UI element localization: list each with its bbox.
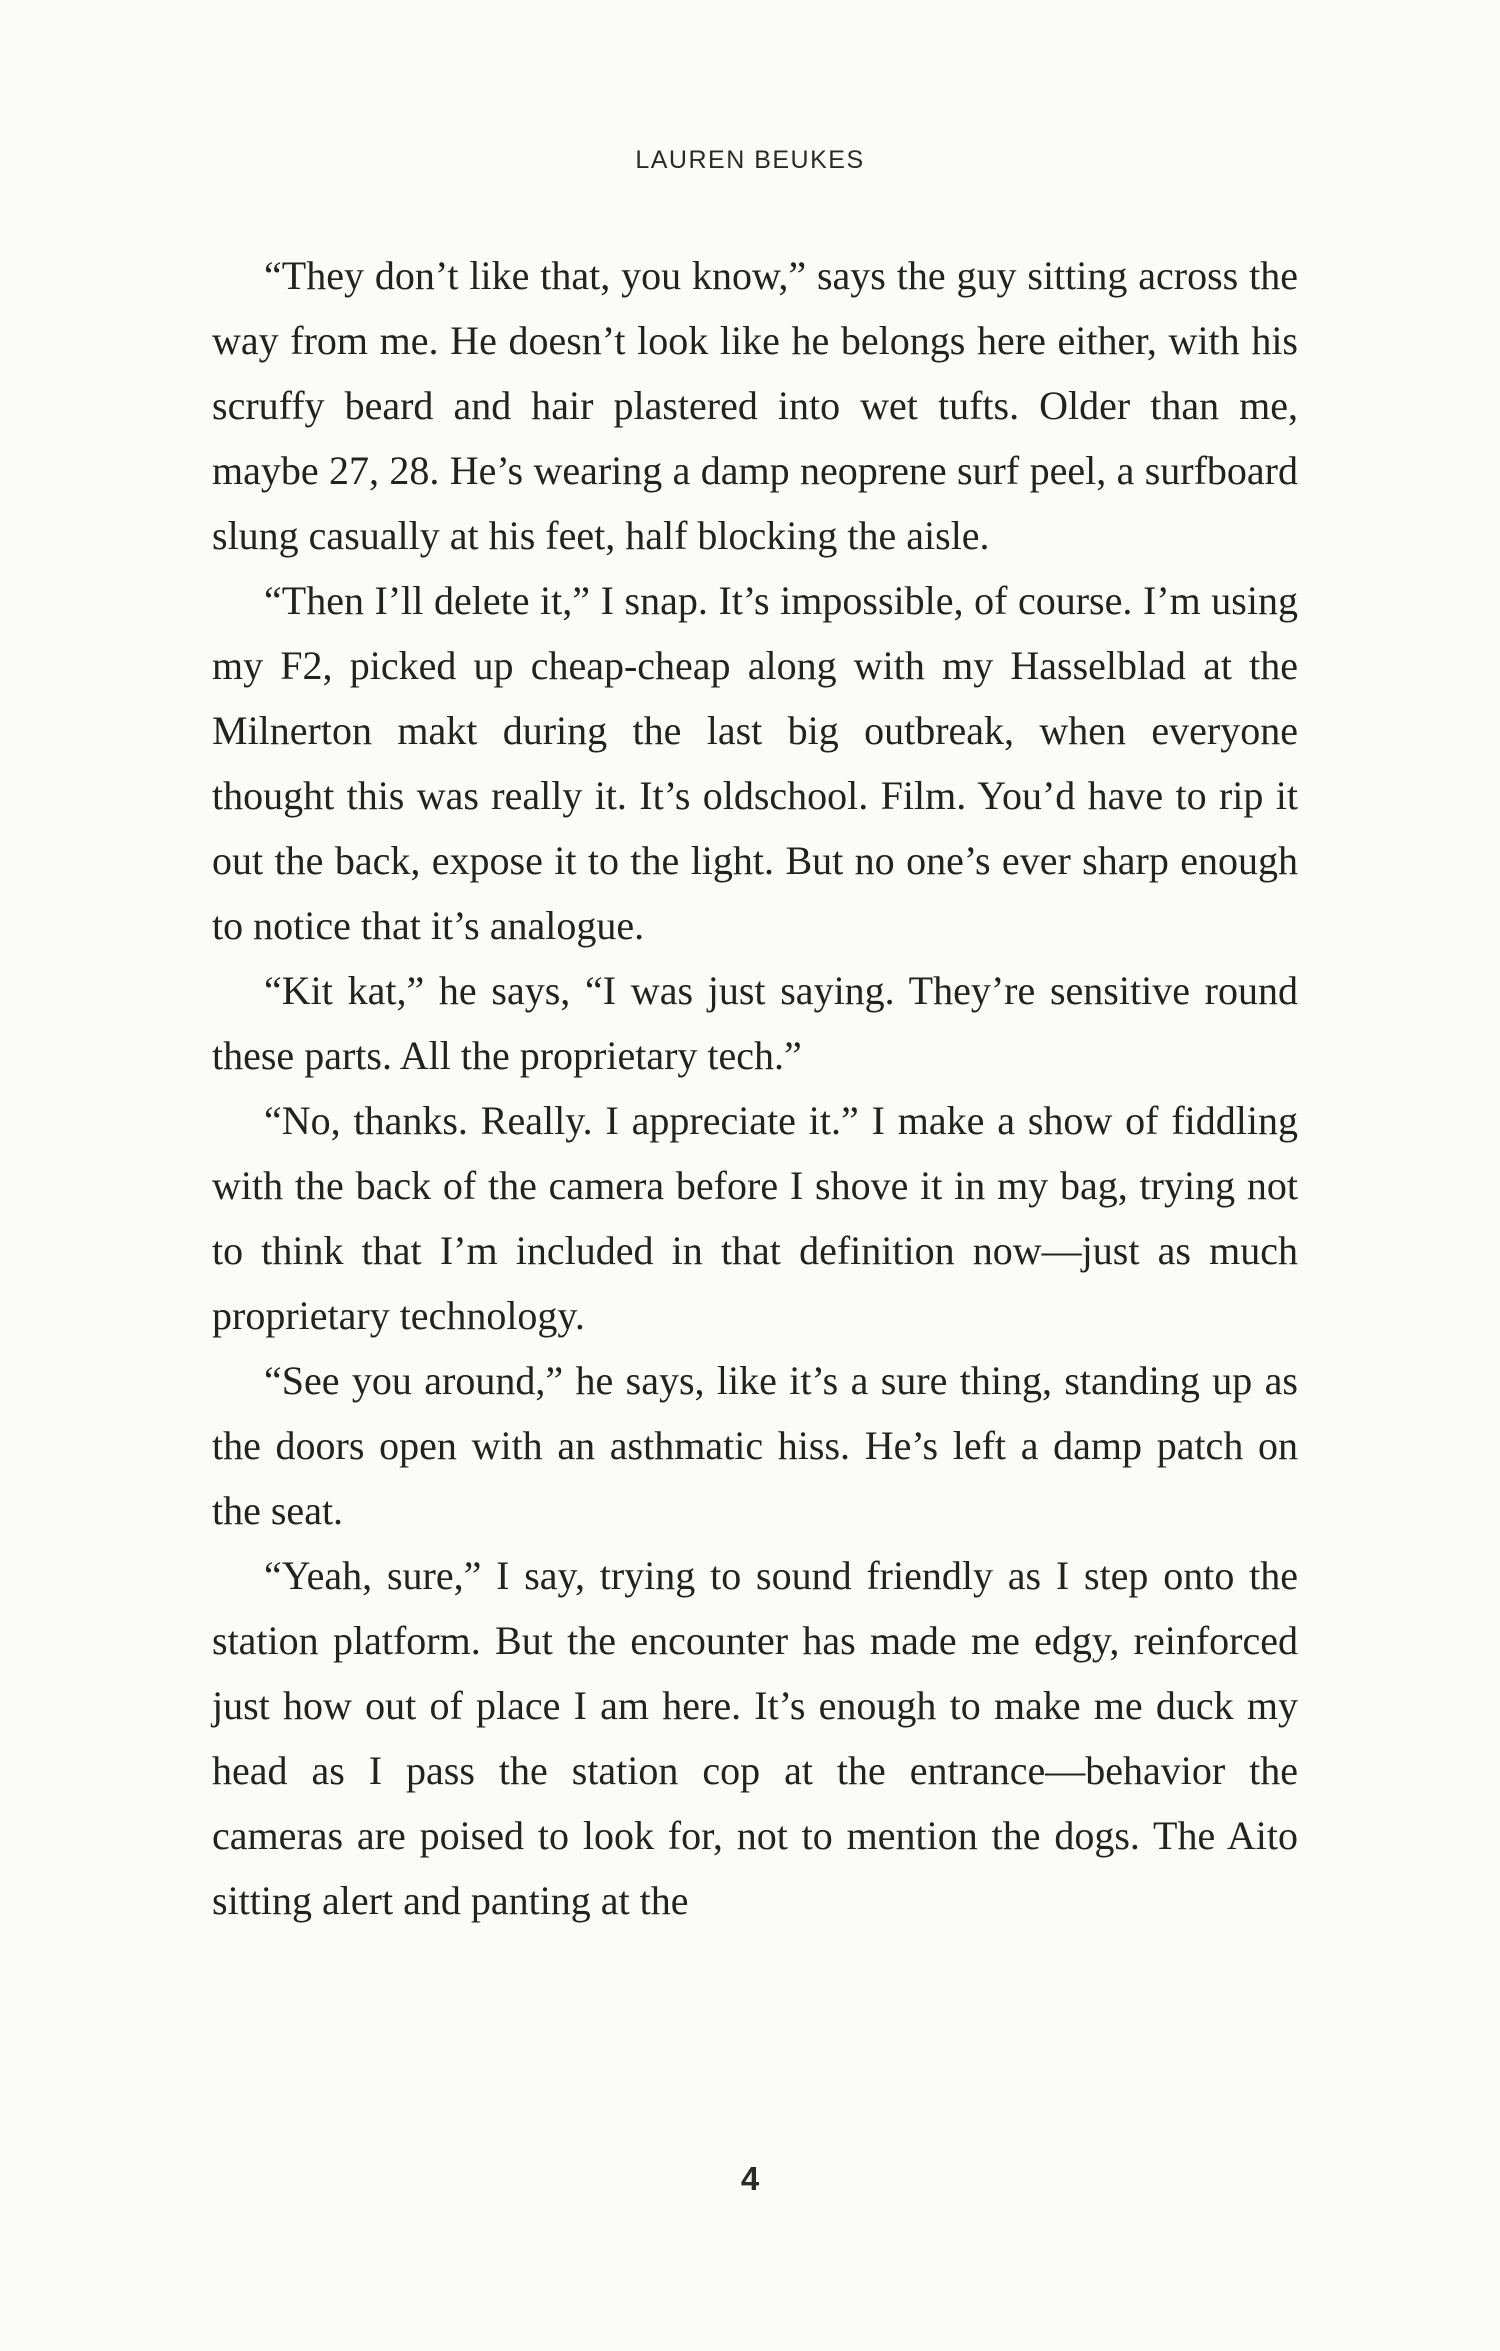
paragraph: “They don’t like that, you know,” says the guy sitting across the way from me. He doesn’t look like he belongs here either, with his scruffy beard and hair plastered into wet tufts. Older than me, maybe 27, 28. He’s wearing a damp neoprene surf peel, a surfboard slung casually at his feet, half blocking the aisle. — [212, 253, 1298, 558]
paragraph: “Then I’ll delete it,” I snap. It’s impossible, of course. I’m using my F2, picked up cheap-cheap along with my Hasselblad at the Milnerton makt during the last big outbreak, when everyone thought this was really it. It’s oldschool. Film. You’d have to rip it out the back, expose it to the light. But no one’s ever sharp enough to notice that it’s analogue. — [212, 578, 1298, 948]
running-head: LAUREN BEUKES — [635, 146, 865, 174]
paragraph: “Yeah, sure,” I say, trying to sound friendly as I step onto the station platform. But the encounter has made me edgy, reinforced just how out of place I am here. It’s enough to make me duck my head as I pass the station cop at the entrance—behavior the cameras are poised to look for, not to mention the dogs. The Aito sitting alert and panting at the — [212, 1553, 1298, 1923]
paragraph: “See you around,” he says, like it’s a sure thing, standing up as the doors open with an asthmatic hiss. He’s left a damp patch on the seat. — [212, 1358, 1298, 1533]
body-text — [212, 243, 1298, 1933]
paragraph: “No, thanks. Really. I appreciate it.” I make a show of fiddling with the back of the camera before I shove it in my bag, trying not to think that I’m included in that definition now—just as much proprietary technology. — [212, 1098, 1298, 1338]
page-number: 4 — [740, 2160, 760, 2197]
paragraph: “Kit kat,” he says, “I was just saying. They’re sensitive round these parts. All the proprietary tech.” — [212, 968, 1298, 1078]
